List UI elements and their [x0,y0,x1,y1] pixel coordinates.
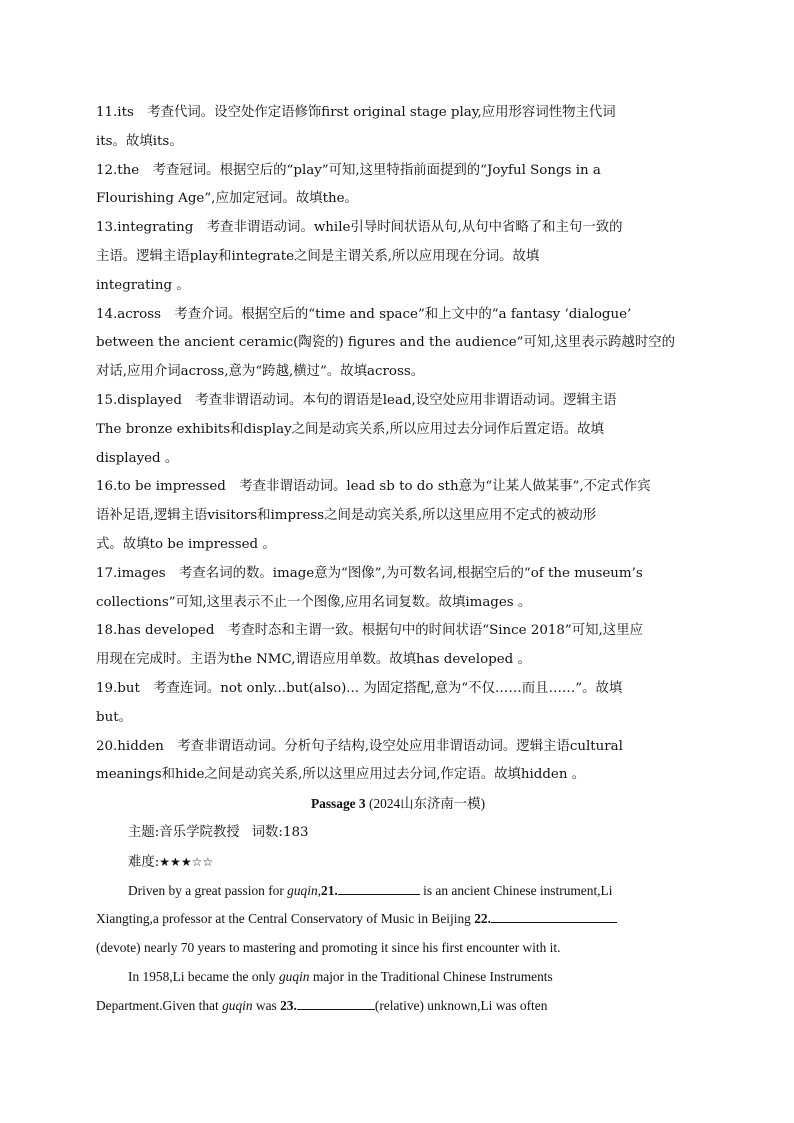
wordcount-value: 183 [282,824,309,840]
blank-number-21: 21. [321,882,338,898]
blank-number-22: 22. [474,911,491,927]
answer-line-18: collections”可知,这里表示不止一个图像,应用名词复数。故填images 。 [96,594,532,610]
answer-line-22: but。 [96,709,132,725]
answer-line-21: 19.but 考查连词。not only...but(also)... 为固定搭配,意为“不仅……而且……”。故填 [96,680,623,696]
answer-line-15: 语补足语,逻辑主语visitors和impress之间是动宾关系,所以这里应用不定式的被动形 [96,508,597,524]
passage-text: Driven by a great passion for [128,882,288,898]
answer-line-6: 主语。逻辑主语play和integrate之间是主谓关系,所以应用现在分词。故填 [96,248,540,264]
passage-text: , [317,882,322,898]
passage-line-2 [96,905,700,934]
passage-text: Department.Given that [96,997,223,1013]
answer-line-8: 14.across 考查介词。根据空后的“time and space”和上文中的“a fantasy ‘dialogue’ [96,306,632,322]
wordcount-label: 词数: [251,824,283,840]
passage-heading [96,790,700,819]
answer-line-19: 18.has developed 考查时态和主谓一致。根据句中的时间状语“Since 2018”可知,这里应 [96,623,643,639]
passage-line-1 [96,877,700,906]
passage-title: Passage 3 [310,796,366,812]
blank-21[interactable] [338,880,420,895]
answer-line-2: its。故填its。 [96,133,183,149]
answer-line-14: 16.to be impressed 考查非谓语动词。lead sb to do sth意为“让某人做某事”,不定式作宾 [96,479,651,495]
answer-line-24: meanings和hide之间是动宾关系,所以这里应用过去分词,作定语。故填hidden 。 [96,767,586,783]
difficulty-label: 难度: [128,854,160,870]
answer-line-11: 15.displayed 考查非谓语动词。本句的谓语是lead,设空处应用非谓语动词。逻辑主语 [96,392,617,408]
guqin-word: guqin [278,968,310,984]
answer-line-9: between the ancient ceramic(陶瓷的) figures and the audience”可知,这里表示跨越时空的 [96,335,676,351]
answer-line-16: 式。故填to be impressed 。 [96,536,276,552]
passage-text: was [252,997,281,1013]
passage-line-5 [96,992,700,1021]
answer-line-4: Flourishing Age”,应加定冠词。故填the。 [96,191,358,207]
passage-line-4 [96,963,700,992]
answer-line-7: integrating 。 [96,277,190,293]
answer-line-3: 12.the 考查冠词。根据空后的“play”可知,这里特指前面提到的“Joyful Songs in a [96,162,601,178]
passage-line-3: (devote) nearly 70 years to mastering and promoting it since his first encounter with it. [96,940,561,956]
answer-line-5: 13.integrating 考查非谓语动词。while引导时间状语从句,从句中省略了和主句一致的 [96,220,623,236]
blank-number-23: 23. [280,997,297,1013]
difficulty-line [96,848,700,877]
passage-text: (relative) unknown,Li was often [374,997,548,1013]
answer-line-10: 对话,应用介词across,意为“跨越,横过”。故填across。 [96,364,425,380]
blank-22[interactable] [491,908,617,923]
passage-source: (2024山东济南一模) [369,796,486,812]
answer-line-1: 11.its 考查代词。设空处作定语修饰first original stage play,应用形容词性物主代词 [96,105,616,120]
blank-23[interactable] [297,995,375,1010]
passage-text: In 1958,Li became the only [128,968,279,984]
guqin-word: guqin [287,882,318,898]
theme-value: 音乐学院教授 [159,824,240,840]
difficulty-stars: ★★★☆☆ [159,854,214,869]
answer-line-12: The bronze exhibits和display之间是动宾关系,所以应用过去分词作后置定语。故填 [96,421,604,437]
answer-line-13: displayed 。 [96,450,179,466]
guqin-word: guqin [222,997,253,1013]
answer-line-17: 17.images 考查名词的数。image意为“图像”,为可数名词,根据空后的“of the museum’s [96,565,643,581]
answer-line-20: 用现在完成时。主语为the NMC,谓语应用单数。故填has developed 。 [96,652,531,668]
answer-line-23: 20.hidden 考查非谓语动词。分析句子结构,设空处应用非谓语动词。逻辑主语cultural [96,738,623,754]
theme-label: 主题: [128,824,160,840]
document-page [96,99,700,1021]
passage-text: is an ancient Chinese instrument,Li [419,882,613,898]
passage-meta-line [96,819,700,848]
passage-text: Xiangting,a professor at the Central Conservatory of Music in Beijing [96,911,475,927]
passage-text: major in the Traditional Chinese Instruments [309,968,553,984]
